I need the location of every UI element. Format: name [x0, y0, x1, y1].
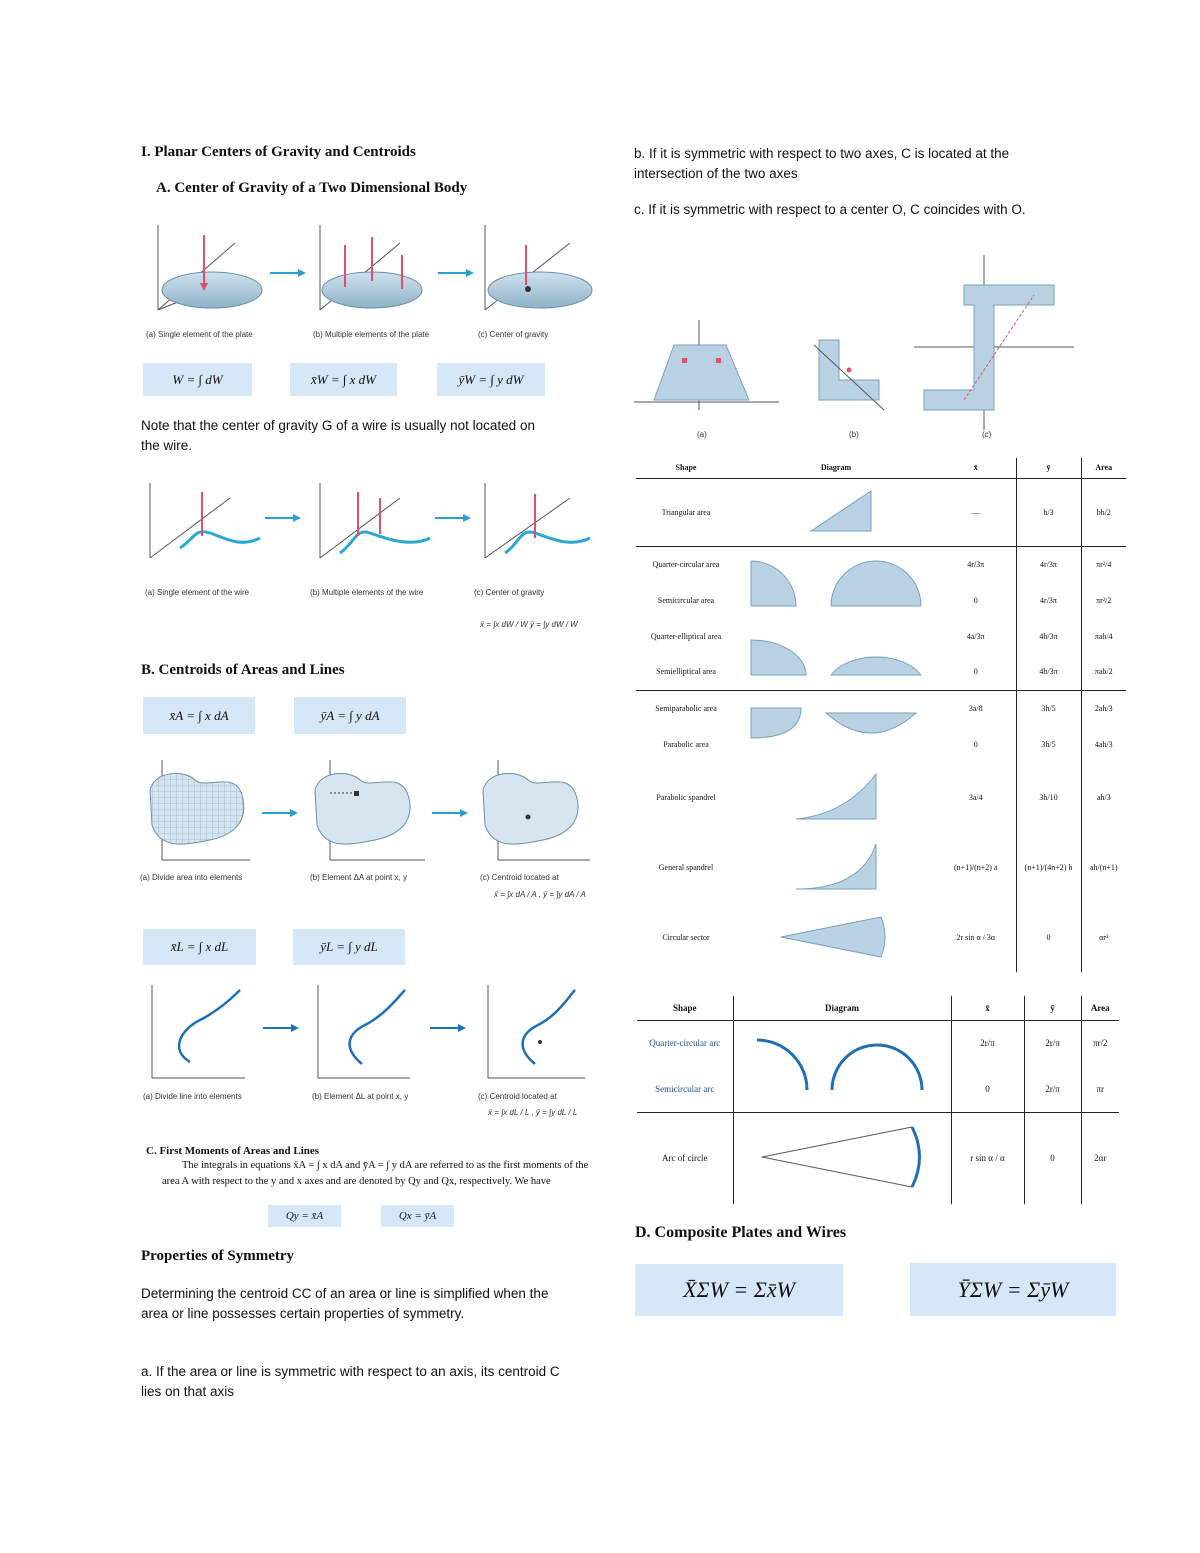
area-row-x: 0: [973, 667, 978, 677]
area-row-diagram: [736, 902, 936, 972]
area-table-header-area: Area: [1081, 458, 1126, 478]
area-table-header-diagram: Diagram: [820, 463, 852, 473]
area-table-header-x: x̄: [973, 463, 978, 473]
wire-c: [485, 483, 590, 558]
area-row-area: πab/4: [1081, 618, 1126, 654]
area-row-diagram: [736, 690, 936, 762]
symmetry-c: [914, 255, 1074, 430]
area-row-shape: Quarter-circular area: [652, 559, 720, 569]
symmetry-figure: [634, 250, 1079, 440]
area-row-area: 2ah/3: [1081, 690, 1126, 726]
line-table-header-y: ȳ: [1024, 996, 1081, 1020]
symmetry-caption-a: (a): [697, 430, 707, 439]
section-C-heading: C. First Moments of Areas and Lines: [146, 1145, 320, 1157]
area-row-area: ah/3: [1081, 762, 1126, 832]
area-row-diagram: [736, 832, 936, 902]
area-row-y: 3h/5: [1016, 726, 1081, 762]
properties-heading: Properties of Symmetry: [141, 1248, 295, 1264]
eq-x-composite-box: X̄ΣW = Σx̄W: [635, 1264, 843, 1316]
area-b: [315, 760, 425, 860]
plate-c: [485, 225, 592, 310]
area-row-area: bh/2: [1081, 478, 1126, 546]
line-row-y: 2r/π: [1024, 1066, 1081, 1112]
area-caption-b: (b) Element ΔA at point x, y: [310, 873, 407, 882]
area-row-area: πab/2: [1081, 654, 1126, 690]
area-row-x: 2r sin α / 3α: [956, 932, 996, 942]
eq-yl-box: ȳL = ∫ y dL: [293, 929, 405, 965]
area-row-y: (n+1)/(4n+2) h: [1016, 832, 1081, 902]
property-b: b. If it is symmetric with respect to two axes, C is located at the intersection of the two axes: [634, 146, 1010, 181]
eq-qx-box: Qx = ȳA: [381, 1205, 454, 1227]
area-row-shape: Parabolic spandrel: [656, 792, 716, 802]
area-row-diagram: [736, 478, 936, 546]
section-D-heading: D. Composite Plates and Wires: [635, 1224, 847, 1241]
area-row-x: 4a/3π: [966, 631, 985, 641]
area-row-area: ah/(n+1): [1081, 832, 1126, 902]
area-row-diagram: [736, 546, 936, 618]
area-caption-a: (a) Divide area into elements: [140, 873, 243, 882]
line-figure: [140, 980, 600, 1090]
plate-caption-b: (b) Multiple elements of the plate: [313, 330, 430, 339]
area-row-shape: Circular sector: [662, 932, 710, 942]
area-c: [483, 760, 590, 860]
plate-a: [158, 225, 262, 310]
line-row-shape: Quarter-circular arc: [649, 1038, 721, 1049]
area-row-shape: Semicircular area: [657, 595, 715, 605]
area-row-x: 3a/4: [968, 792, 983, 802]
plate-caption-a: (a) Single element of the plate: [146, 330, 253, 339]
area-row-shape: Quarter-elliptical area: [650, 631, 722, 641]
line-b: [318, 985, 410, 1078]
symmetry-caption-c: (c): [982, 430, 992, 439]
area-row-shape: Semiparabolic area: [655, 703, 717, 713]
area-row-y: 4r/3π: [1016, 546, 1081, 582]
area-a: [150, 760, 250, 860]
line-caption-b: (b) Element ΔL at point x, y: [312, 1092, 409, 1101]
line-row-diagram: [733, 1020, 951, 1112]
section-A-heading: A. Center of Gravity of a Two Dimensional Body: [156, 180, 468, 196]
area-figure: [140, 755, 600, 875]
area-row-x: 3a/8: [968, 703, 983, 713]
line-row-y: 0: [1024, 1112, 1081, 1204]
line-table-header-x: x̄: [951, 996, 1024, 1020]
area-row-y: 3h/5: [1016, 690, 1081, 726]
line-c: [488, 985, 585, 1078]
plate-figure: [140, 215, 600, 345]
eq-xa-box: x̄A = ∫ x dA: [143, 697, 255, 734]
wire-a: [150, 483, 260, 558]
area-row-x: 4r/3π: [967, 559, 985, 569]
line-row-y: 2r/π: [1024, 1020, 1081, 1066]
area-row-area: αr²: [1081, 902, 1126, 972]
line-centroid-eq: x̄ = ∫x dL / L , ȳ = ∫y dL / L: [488, 1108, 578, 1117]
line-row-x: 2r/π: [951, 1020, 1024, 1066]
line-row-shape: Arc of circle: [662, 1153, 708, 1164]
area-row-shape: Semielliptical area: [656, 667, 716, 677]
wire-note: Note that the center of gravity G of a wire is usually not located on the wire.: [141, 418, 535, 453]
section-B-heading: B. Centroids of Areas and Lines: [141, 662, 345, 678]
area-row-y: 4b/3π: [1016, 618, 1081, 654]
line-row-area: 2αr: [1081, 1112, 1119, 1204]
area-row-shape: Parabolic area: [663, 739, 709, 749]
line-table-header-area: Area: [1081, 996, 1119, 1020]
eq-xw-box: x̄W = ∫ x dW: [290, 363, 397, 396]
area-row-y: 3h/10: [1016, 762, 1081, 832]
area-row-y: 4r/3π: [1016, 582, 1081, 618]
plate-b: [320, 225, 422, 310]
area-row-x: (n+1)/(n+2) a: [954, 862, 998, 872]
area-row-y: 0: [1016, 902, 1081, 972]
section-I-heading: I. Planar Centers of Gravity and Centroids: [141, 144, 416, 160]
property-c: c. If it is symmetric with respect to a center O, C coincides with O.: [634, 202, 1026, 217]
eq-qy-box: Qy = x̄A: [268, 1205, 341, 1227]
line-row-shape: Semicircular arc: [655, 1083, 715, 1094]
area-row-area: 4ah/3: [1081, 726, 1126, 762]
line-table-header-diagram: Diagram: [733, 996, 951, 1020]
eq-yw-box: ȳW = ∫ y dW: [437, 363, 545, 396]
eq-ya-box: ȳA = ∫ y dA: [294, 697, 406, 734]
wire-b: [320, 483, 430, 558]
area-row-x: —: [971, 507, 980, 517]
area-row-diagram: [736, 762, 936, 832]
eq-xl-box: x̄L = ∫ x dL: [143, 929, 256, 965]
area-row-y: h/3: [1016, 478, 1081, 546]
line-row-x: r sin α / α: [951, 1112, 1024, 1204]
plate-caption-c: (c) Center of gravity: [478, 330, 549, 339]
symmetry-caption-b: (b): [849, 430, 859, 439]
wire-centroid-eq: x̄ = ∫x dW / W ȳ = ∫y dW / W: [480, 620, 578, 629]
area-centroid-table: [636, 458, 1126, 972]
area-row-area: πr²/2: [1081, 582, 1126, 618]
area-row-y: 4b/3π: [1016, 654, 1081, 690]
area-row-area: πr²/4: [1081, 546, 1126, 582]
wire-caption-b: (b) Multiple elements of the wire: [310, 588, 424, 597]
wire-figure: [140, 478, 600, 598]
area-row-diagram: [736, 618, 936, 690]
line-row-area: πr: [1081, 1066, 1119, 1112]
area-row-shape: Triangular area: [661, 507, 711, 517]
line-a: [152, 985, 245, 1078]
symmetry-a: [634, 320, 779, 410]
line-caption-a: (a) Divide line into elements: [143, 1092, 242, 1101]
section-C-text: The integrals in equations x̄A = ∫ x dA and ȳA = ∫ y dA are referred to as the first moments of the area A with respect to the y and x axes and are denoted by Qy and Qx, respectively. We have: [162, 1160, 589, 1187]
area-row-x: 0: [973, 595, 978, 605]
area-table-header-y: ȳ: [1016, 458, 1081, 478]
line-centroid-table: [637, 996, 1119, 1204]
properties-text: Determining the centroid CC of an area or line is simplified when the area or line possesses certain properties of symmetry.: [141, 1286, 549, 1321]
wire-caption-a: (a) Single element of the wire: [145, 588, 250, 597]
area-table-header-shape: Shape: [675, 463, 697, 473]
symmetry-b: [814, 340, 884, 410]
line-caption-c: (c) Centroid located at: [478, 1092, 557, 1101]
line-row-diagram: [733, 1112, 951, 1204]
area-centroid-eq: x̄ = ∫x dA / A , ȳ = ∫y dA / A: [494, 890, 586, 899]
line-table-header-shape: Shape: [672, 1002, 697, 1013]
area-row-shape: General spandrel: [658, 862, 714, 872]
wire-caption-c: (c) Center of gravity: [474, 588, 545, 597]
line-row-x: 0: [951, 1066, 1024, 1112]
area-row-x: 0: [973, 739, 978, 749]
eq-y-composite-box: ȲΣW = ΣȳW: [910, 1263, 1116, 1316]
property-a: a. If the area or line is symmetric with respect to an axis, its centroid C lies on that axis: [141, 1364, 560, 1399]
eq-w-box: W = ∫ dW: [143, 363, 252, 396]
area-caption-c: (c) Centroid located at: [480, 873, 559, 882]
line-row-area: πr/2: [1081, 1020, 1119, 1066]
